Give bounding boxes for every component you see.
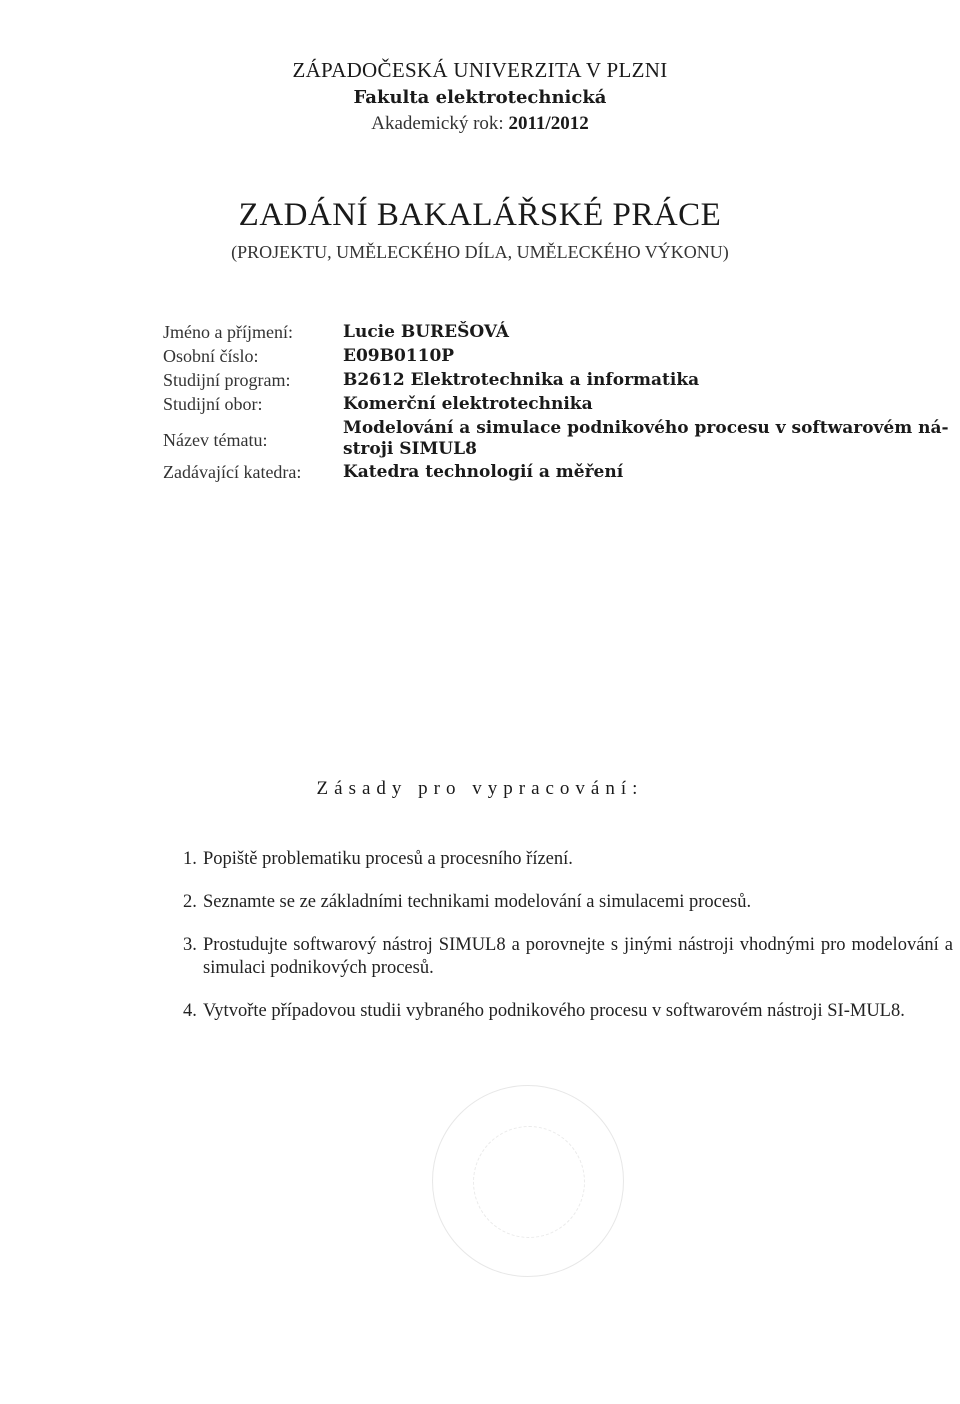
info-value: Modelování a simulace podnikového procesu v softwarovém ná-stroji SIMUL8	[343, 418, 949, 459]
document-subtitle: (PROJEKTU, UMĚLECKÉHO DÍLA, UMĚLECKÉHO VÝKONU)	[231, 242, 729, 262]
faculty-name: Fakulta elektrotechnická	[353, 87, 607, 108]
list-item-number: 4.	[183, 1001, 197, 1021]
faint-stamp-inner	[473, 1126, 585, 1238]
info-label: Studijní program:	[163, 370, 291, 390]
guidelines-heading: Zásady pro vypracování:	[316, 778, 644, 799]
info-row-name	[163, 320, 953, 344]
guidelines-list	[183, 848, 953, 1043]
list-item-text: Popiště problematiku procesů a procesního řízení.	[203, 849, 573, 869]
student-info	[163, 320, 953, 484]
info-label: Jméno a příjmení:	[163, 322, 293, 342]
list-item-number: 2.	[183, 892, 197, 912]
list-item-text: Seznamte se ze základními technikami modelování a simulacemi procesů.	[203, 892, 752, 912]
list-item-text: Vytvořte případovou studii vybraného podnikového procesu v softwarovém nástroji SI-MUL8.	[203, 1001, 905, 1021]
info-value: E09B0110P	[343, 346, 455, 366]
list-item	[183, 1000, 953, 1023]
info-row-topic	[163, 416, 953, 460]
info-label: Osobní číslo:	[163, 346, 259, 366]
faint-stamp	[432, 1085, 624, 1277]
list-item-text: Prostudujte softwarový nástroj SIMUL8 a porovnejte s jinými nástroji vhodnými pro modelování a simulaci podnikových procesů.	[203, 935, 953, 978]
info-label: Studijní obor:	[163, 394, 263, 414]
list-item	[183, 934, 953, 980]
list-item-number: 1.	[183, 849, 197, 869]
info-row-department	[163, 460, 953, 484]
list-item	[183, 848, 953, 871]
info-label: Zadávající katedra:	[163, 462, 302, 482]
info-value: B2612 Elektrotechnika a informatika	[343, 370, 700, 390]
academic-year-value: 2011/2012	[508, 113, 589, 134]
list-item	[183, 891, 953, 914]
info-value: Katedra technologií a měření	[343, 462, 624, 482]
academic-year-label: Akademický rok:	[371, 113, 504, 134]
info-row-personal-number	[163, 344, 953, 368]
university-name: ZÁPADOČESKÁ UNIVERZITA V PLZNI	[292, 58, 668, 82]
info-row-study-program	[163, 368, 953, 392]
list-item-number: 3.	[183, 935, 197, 955]
info-label: Název tématu:	[163, 430, 268, 450]
info-row-study-field	[163, 392, 953, 416]
document-title: ZADÁNÍ BAKALÁŘSKÉ PRÁCE	[238, 197, 722, 233]
academic-year	[0, 113, 960, 135]
info-value: Komerční elektrotechnika	[343, 394, 593, 414]
info-value: Lucie BUREŠOVÁ	[343, 322, 509, 342]
